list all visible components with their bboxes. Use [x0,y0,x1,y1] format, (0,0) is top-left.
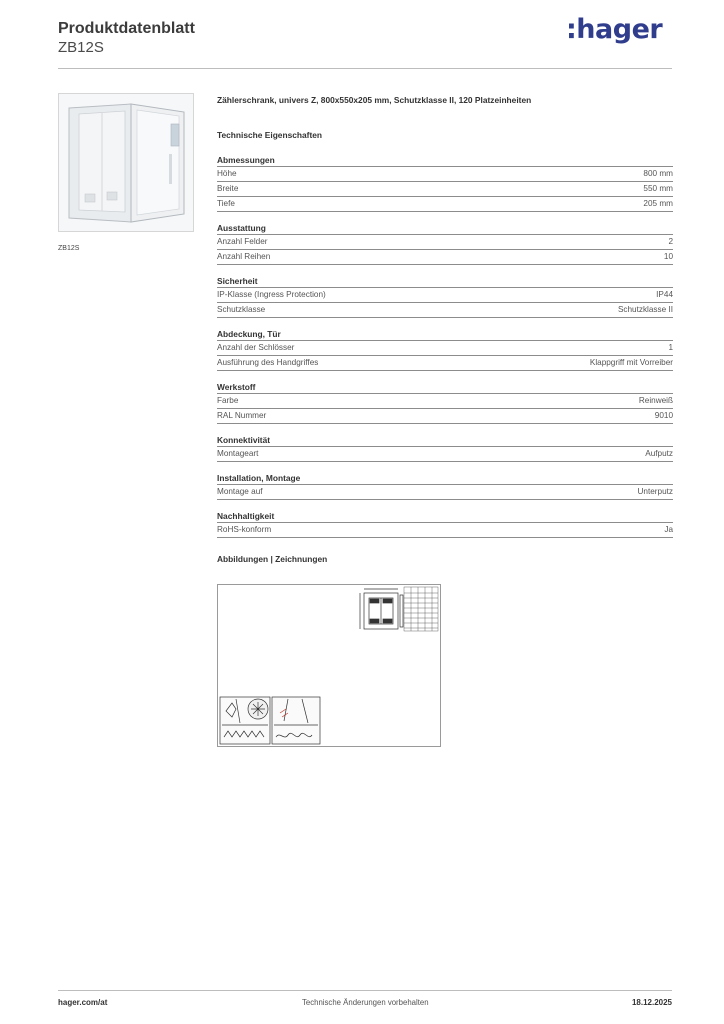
technical-drawings [218,585,440,746]
section-title: Werkstoff [217,382,256,392]
section-title: Konnektivität [217,435,271,445]
spec-value: 1 [668,343,673,352]
section-title: Abmessungen [217,155,275,165]
spec-label: Farbe [217,396,239,405]
spec-label: Schutzklasse [217,305,266,314]
spec-value: 550 mm [643,184,673,193]
spec-row [217,196,673,211]
technical-properties-title: Technische Eigenschaften [217,130,323,140]
spec-value: 2 [668,237,673,246]
spec-row [217,522,673,537]
spec-row [217,287,673,302]
spec-value: Reinweiß [638,396,673,405]
section-installation [217,472,673,500]
dimension-drawing [360,589,403,629]
section-title: Ausstattung [217,223,266,233]
section-connectivity [217,434,673,462]
spec-row [217,234,673,249]
section-divider [217,461,673,462]
spec-label: RoHS-konform [217,525,272,534]
spec-value: Ja [664,525,673,534]
section-sustainability [217,510,673,538]
spec-value: Unterputz [637,487,673,496]
dimension-table [404,587,438,631]
section-divider [217,264,673,265]
spec-row [217,249,673,264]
spec-row [217,340,673,355]
spec-label: Breite [217,184,239,193]
product-code: ZB12S [58,39,104,56]
spec-label: Höhe [217,169,237,178]
section-material [217,381,673,424]
spec-row [217,446,673,461]
spec-value: Klappgriff mit Vorreiber [589,358,673,367]
section-divider [217,499,673,500]
section-divider [217,537,673,538]
figures-title: Abbildungen | Zeichnungen [217,554,328,564]
section-divider [217,317,673,318]
section-title: Sicherheit [217,276,258,286]
spec-row [217,393,673,408]
hager-logo: :hager [566,14,663,45]
footer-disclaimer: Technische Änderungen vorbehalten [302,998,429,1007]
meter-cabinet-illustration [59,94,193,231]
spec-value: 205 mm [643,199,673,208]
section-cover-door [217,328,673,371]
installation-sketch-left [220,697,270,744]
spec-label: RAL Nummer [217,411,267,420]
section-divider [217,423,673,424]
spec-value: 9010 [654,411,673,420]
spec-column [217,95,673,568]
spec-row [217,484,673,499]
spec-label: Montageart [217,449,259,458]
footer-date: 18.12.2025 [631,998,672,1007]
spec-label: Tiefe [217,199,235,208]
spec-label: Anzahl der Schlösser [217,343,295,352]
spec-row [217,181,673,196]
section-title: Nachhaltigkeit [217,511,275,521]
spec-value: Aufputz [645,449,673,458]
spec-label: Montage auf [217,487,263,496]
drawings-box [217,584,441,747]
spec-row [217,302,673,317]
spec-value: 10 [663,252,673,261]
spec-row [217,355,673,370]
footer-website: hager.com/at [58,998,108,1007]
header-divider [58,68,672,69]
section-title: Installation, Montage [217,473,301,483]
product-image [58,93,194,232]
spec-row [217,408,673,423]
page-title: Produktdatenblatt [58,20,195,37]
spec-label: Anzahl Felder [217,237,268,246]
section-dimensions [217,154,673,212]
spec-label: IP-Klasse (Ingress Protection) [217,290,326,299]
spec-value: IP44 [656,290,673,299]
installation-sketch-right [272,697,320,744]
section-divider [217,211,673,212]
section-safety [217,275,673,318]
spec-label: Ausführung des Handgriffes [217,358,319,367]
section-title: Abdeckung, Tür [217,329,281,339]
product-description: Zählerschrank, univers Z, 800x550x205 mm, Schutzklasse II, 120 Platzeinheiten [217,95,532,105]
spec-row [217,166,673,181]
product-image-caption: ZB12S [58,245,80,252]
spec-label: Anzahl Reihen [217,252,271,261]
footer-divider [58,990,672,991]
section-divider [217,370,673,371]
section-equipment [217,222,673,265]
spec-value: 800 mm [643,169,673,178]
spec-value: Schutzklasse II [617,305,673,314]
